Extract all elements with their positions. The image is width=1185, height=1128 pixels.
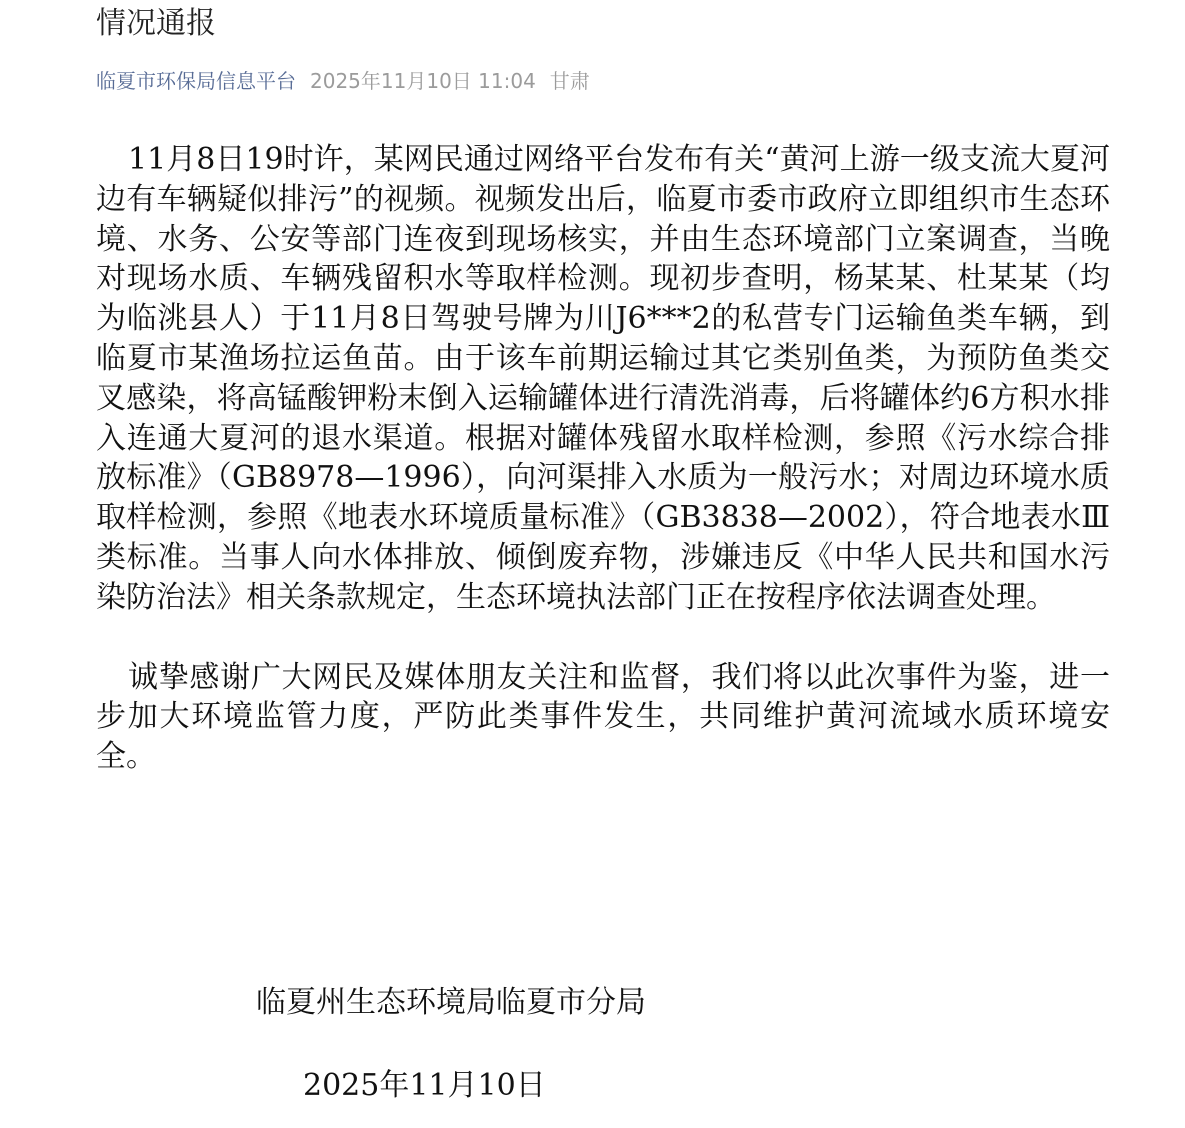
publish-time: 2025年11月10日 11:04 [310,69,536,93]
signature: 临夏州生态环境局临夏市分局 [256,985,646,1020]
signature-date: 2025年11月10日 [303,1068,546,1103]
article-meta [96,66,590,96]
article-body [96,140,1110,777]
publish-location: 甘肃 [549,69,590,93]
article-title: 情况通报 [96,6,216,41]
body-paragraph-2: 诚挚感谢广大网民及媒体朋友关注和监督，我们将以此次事件为鉴，进一步加大环境监管力度，严防此类事件发生，共同维护黄河流域水质环境安全。 [96,659,1110,775]
body-paragraph-1: 11月8日19时许，某网民通过网络平台发布有关“黄河上游一级支流大夏河边有车辆疑似排污”的视频。视频发出后，临夏市委市政府立即组织市生态环境、水务、公安等部门连夜到现场核实，并由生态环境部门立案调查，当晚对现场水质、车辆残留积水等取样检测。现初步查明，杨某某、杜某某（均为临洮县人）于11月8日驾驶号牌为川J6***2的私营专门运输鱼类车辆，到临夏市某渔场拉运鱼苗。由于该车前期运输过其它类别鱼类，为预防鱼类交叉感染，将高锰酸钾粉末倒入运输罐体进行清洗消毒，后将罐体约6方积水排入连通大夏河的退水渠道。根据对罐体残留水取样检测，参照《污水综合排放标准》（GB8978—1996），向河渠排入水质为一般污水；对周边环境水质取样检测，参照《地表水环境质量标准》（GB3838—2002），符合地表水Ⅲ类标准。当事人向水体排放、倾倒废弃物，涉嫌违反《中华人民共和国水污染防治法》相关条款规定，生态环境执法部门正在按程序依法调查处理。 [96,142,1110,615]
source-account-link[interactable]: 临夏市环保局信息平台 [96,69,296,93]
